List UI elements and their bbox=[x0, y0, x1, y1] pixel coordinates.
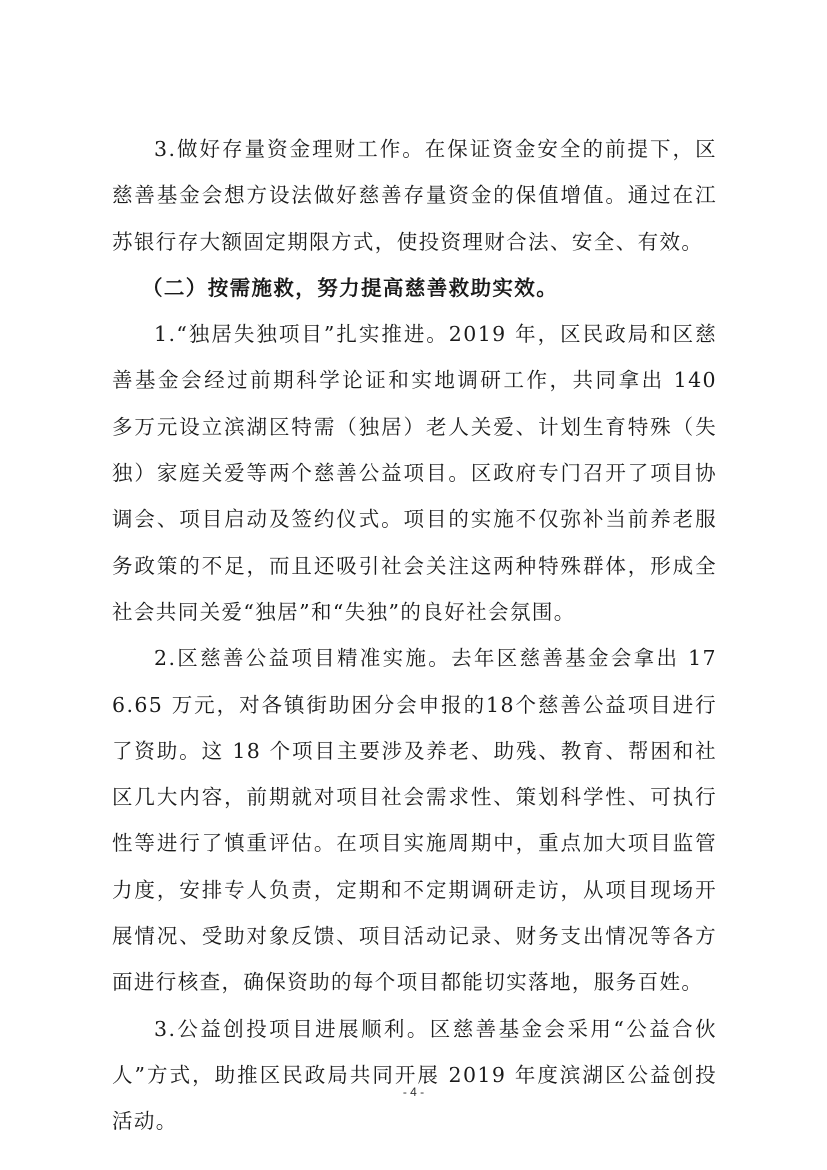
paragraph-charity-projects: 2.区慈善公益项目精准实施。去年区慈善基金会拿出 176.65 万元，对各镇街助困分会申报的18个慈善公益项目进行了资助。这 18 个项目主要涉及养老、助残、教育、帮困和社区几大内容，前期就对项目社会需求性、策划科学性、可执行性等进行了慎重评估。在项目实施周期中，重点加大项目监管力度，安排专人负责，定期和不定期调研走访，从项目现场开展情况、受助对象反馈、项目活动记录、财务支出情况等各方面进行核查，确保资助的每个项目都能切实落地，服务百姓。 bbox=[112, 646, 717, 995]
section-heading: （二）按需施救，努力提高慈善救助实效。 bbox=[142, 275, 559, 300]
paragraph-solitary-elderly-project: 1.“独居失独项目”扎实推进。2019 年，区民政局和区慈善基金会经过前期科学论证和实地调研工作，共同拿出 140 多万元设立滨湖区特需（独居）老人关爱、计划生育特殊（失独）家庭关爱等两个慈善公益项目。区政府专门召开了项目协调会、项目启动及签约仪式。项目的实施不仅弥补当前养老服务政策的不足，而且还吸引社会关注这两种特殊群体，形成全社会共同关爱“独居”和“失独”的良好社会氛围。 bbox=[112, 322, 717, 624]
document-body bbox=[112, 126, 717, 1145]
paragraph-wealth-management: 3.做好存量资金理财工作。在保证资金安全的前提下，区慈善基金会想方设法做好慈善存量资金的保值增值。通过在江苏银行存大额固定期限方式，使投资理财合法、安全、有效。 bbox=[112, 137, 717, 254]
paragraph-venture-philanthropy: 3.公益创投项目进展顺利。区慈善基金会采用“公益合伙人”方式，助推区民政局共同开展 2019 年度滨湖区公益创投活动。 bbox=[112, 1016, 717, 1134]
page-number: - 4 - bbox=[402, 1085, 425, 1099]
